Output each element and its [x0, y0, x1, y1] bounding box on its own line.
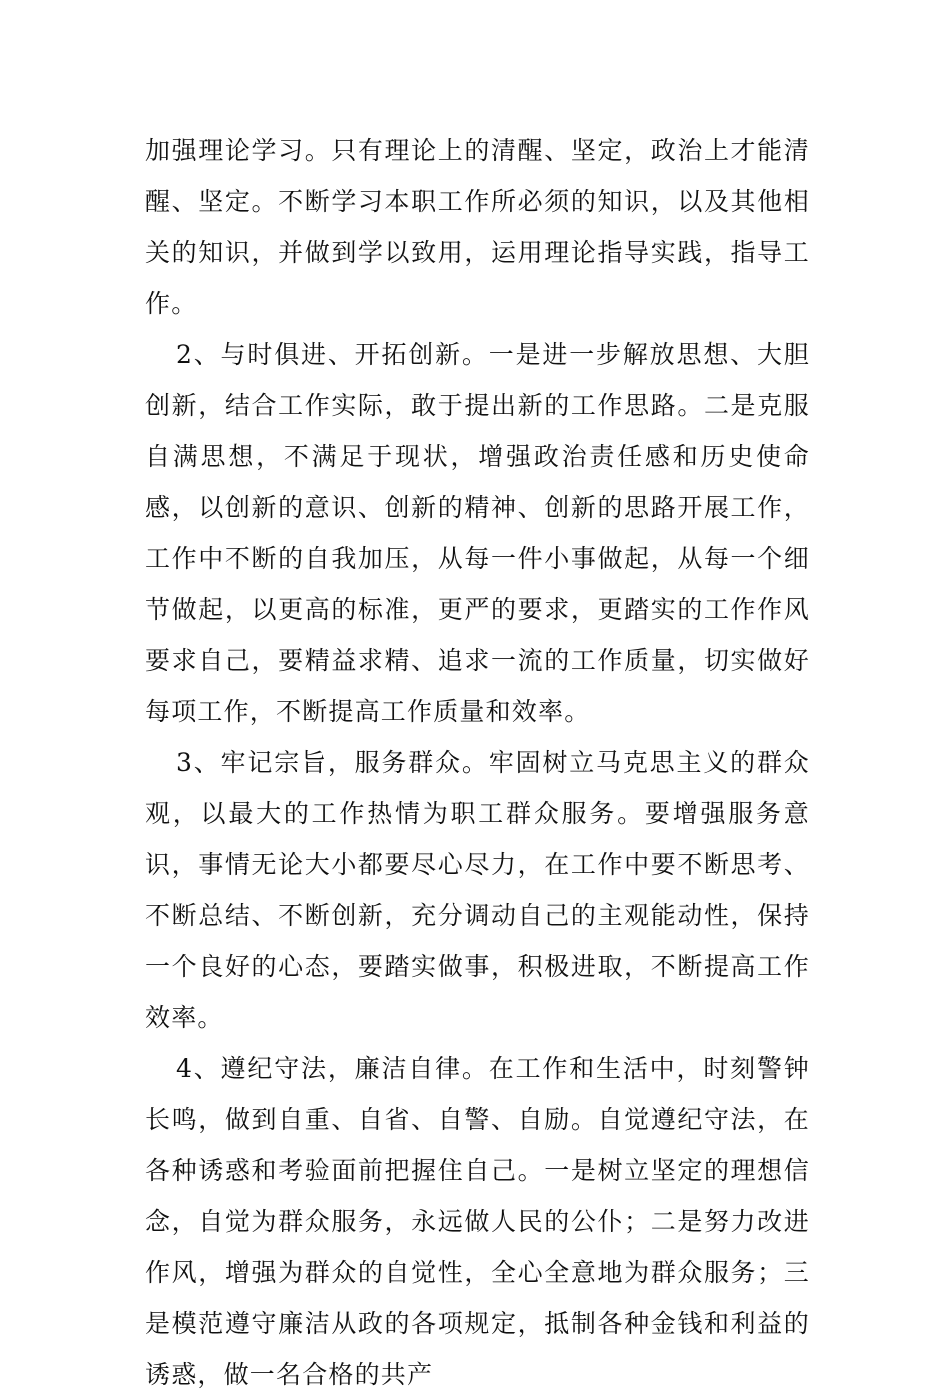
- document-page: [145, 125, 810, 1400]
- paragraph-serve-masses: 3、牢记宗旨，服务群众。牢固树立马克思主义的群众观，以最大的工作热情为职工群众服务。要增强服务意识，事情无论大小都要尽心尽力，在工作中要不断思考、不断总结、不断创新，充分调动自己的主观能动性，保持一个良好的心态，要踏实做事，积极进取，不断提高工作效率。: [145, 748, 810, 1032]
- paragraph-theory-study: 加强理论学习。只有理论上的清醒、坚定，政治上才能清醒、坚定。不断学习本职工作所必须的知识，以及其他相关的知识，并做到学以致用，运用理论指导实践，指导工作。: [145, 136, 810, 318]
- paragraph-integrity: 4、遵纪守法，廉洁自律。在工作和生活中，时刻警钟长鸣，做到自重、自省、自警、自励。自觉遵纪守法，在各种诱惑和考验面前把握住自己。一是树立坚定的理想信念，自觉为群众服务，永远做人民的公仆；二是努力改进作风，增强为群众的自觉性，全心全意地为群众服务；三是模范遵守廉洁从政的各项规定，抵制各种金钱和利益的诱惑，做一名合格的共产: [145, 1054, 810, 1389]
- paragraph-innovation: 2、与时俱进、开拓创新。一是进一步解放思想、大胆创新，结合工作实际，敢于提出新的工作思路。二是克服自满思想，不满足于现状，增强政治责任感和历史使命感，以创新的意识、创新的精神、创新的思路开展工作，工作中不断的自我加压，从每一件小事做起，从每一个细节做起，以更高的标准，更严的要求，更踏实的工作作风要求自己，要精益求精、追求一流的工作质量，切实做好每项工作，不断提高工作质量和效率。: [145, 340, 810, 726]
